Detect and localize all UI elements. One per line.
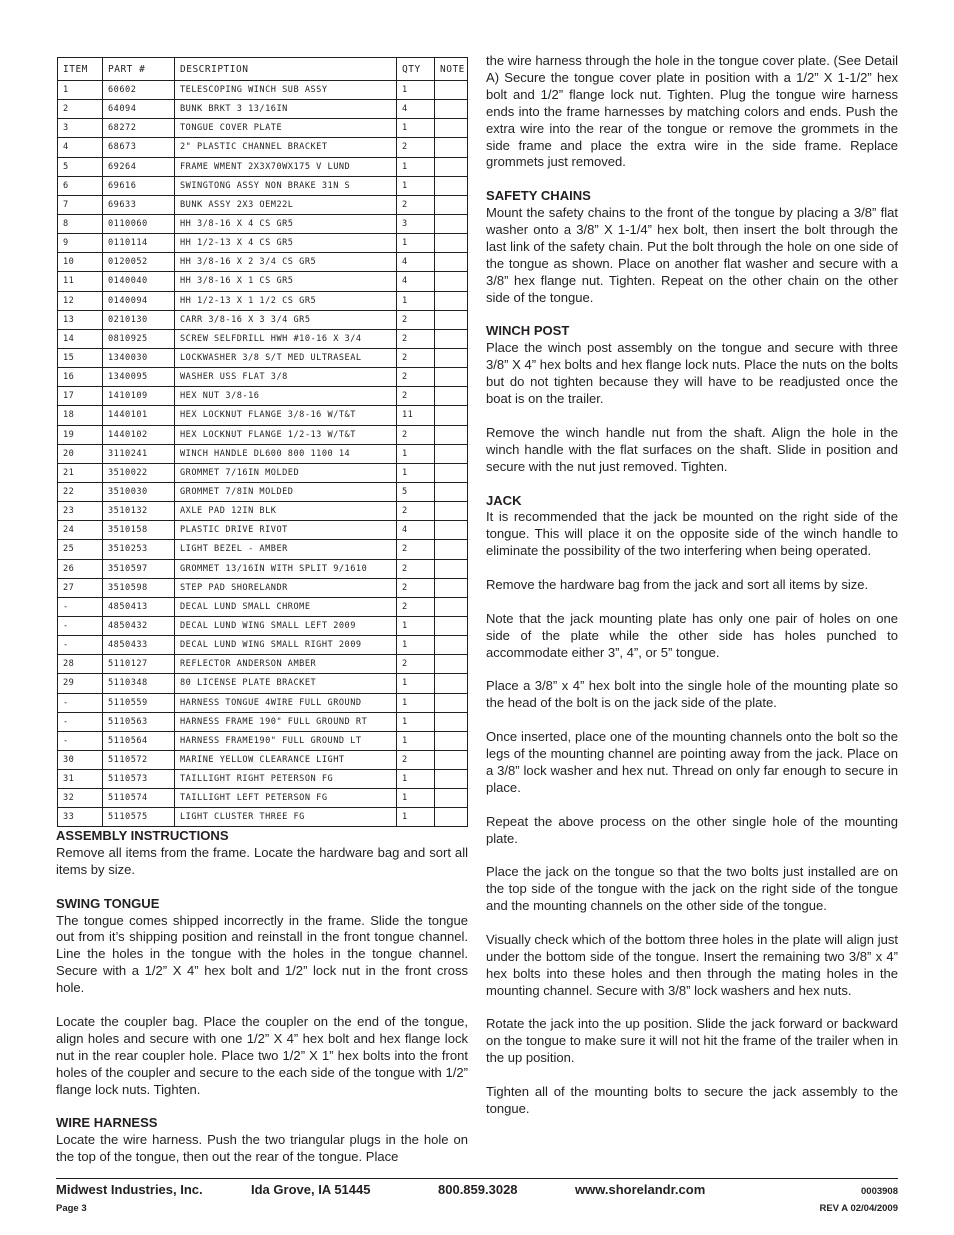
table-row xyxy=(58,329,468,348)
table-row xyxy=(58,138,468,157)
table-row xyxy=(58,387,468,406)
wire-harness-heading: WIRE HARNESS xyxy=(56,1115,158,1131)
cell-part-number: 4850413 xyxy=(103,597,175,616)
cell-note xyxy=(435,234,468,253)
cell-item: 11 xyxy=(58,272,103,291)
safety-chains-paragraph: Mount the safety chains to the front of the tongue by placing a 3/8” flat washer onto a 3/8” X 1-1/4” hex bolt, then insert the bolt through the last link of the safety chain. Put the bolt through the hole on one side of the tongue as shown. Place on another flat washer and secure with a 3/8” hex flange nut. Tighten. Repeat on the other chain on the other side of the tongue. xyxy=(486,205,898,305)
table-row xyxy=(58,770,468,789)
footer-phone: 800.859.3028 xyxy=(438,1182,518,1197)
cell-qty: 1 xyxy=(397,770,435,789)
table-row xyxy=(58,176,468,195)
cell-note xyxy=(435,636,468,655)
cell-description: HEX LOCKNUT FLANGE 1/2-13 W/T&T xyxy=(175,425,397,444)
jack-paragraph: Once inserted, place one of the mounting channels onto the bolt so the legs of the mounting channel are pointing away from the jack. Place on a 3/8” lock washer and hex nut. Thread on only far enough to secure in place. xyxy=(486,729,898,795)
cell-description: HH 3/8-16 X 1 CS GR5 xyxy=(175,272,397,291)
cell-part-number: 0140040 xyxy=(103,272,175,291)
cell-part-number: 5110574 xyxy=(103,789,175,808)
table-row xyxy=(58,750,468,769)
table-row xyxy=(58,808,468,827)
cell-part-number: 3510597 xyxy=(103,559,175,578)
cell-qty: 2 xyxy=(397,750,435,769)
right-column xyxy=(486,53,898,1118)
cell-description: BUNK BRKT 3 13/16IN xyxy=(175,100,397,119)
footer-revision: REV A 02/04/2009 xyxy=(819,1203,898,1214)
table-row xyxy=(58,406,468,425)
cell-item: 22 xyxy=(58,482,103,501)
cell-note xyxy=(435,578,468,597)
cell-qty: 1 xyxy=(397,731,435,750)
cell-note xyxy=(435,406,468,425)
cell-part-number: 60602 xyxy=(103,81,175,100)
cell-qty: 2 xyxy=(397,655,435,674)
cell-part-number: 5110563 xyxy=(103,712,175,731)
footer-page-number: Page 3 xyxy=(56,1203,87,1214)
cell-qty: 1 xyxy=(397,444,435,463)
cell-description: DECAL LUND SMALL CHROME xyxy=(175,597,397,616)
cell-description: DECAL LUND WING SMALL LEFT 2009 xyxy=(175,616,397,635)
cell-part-number: 5110575 xyxy=(103,808,175,827)
table-row xyxy=(58,272,468,291)
winch-post-paragraph-1: Place the winch post assembly on the tongue and secure with three 3/8” X 4” hex bolts and hex flange lock nuts. Place the nuts on the bolts but do not tighten because they will have to be readjusted once the boat is on the trailer. xyxy=(486,340,898,407)
cell-item: 7 xyxy=(58,195,103,214)
cell-description: HH 3/8-16 X 4 CS GR5 xyxy=(175,214,397,233)
footer-doc-number: 0003908 xyxy=(861,1186,898,1197)
left-column xyxy=(56,828,468,1166)
header-part-number: PART # xyxy=(103,58,175,81)
cell-part-number: 4850433 xyxy=(103,636,175,655)
cell-note xyxy=(435,808,468,827)
cell-note xyxy=(435,195,468,214)
cell-item: 21 xyxy=(58,463,103,482)
cell-qty: 11 xyxy=(397,406,435,425)
cell-description: GROMMET 7/16IN MOLDED xyxy=(175,463,397,482)
cell-note xyxy=(435,559,468,578)
cell-qty: 1 xyxy=(397,808,435,827)
cell-note xyxy=(435,348,468,367)
cell-part-number: 1440101 xyxy=(103,406,175,425)
cell-item: - xyxy=(58,597,103,616)
cell-description: LIGHT BEZEL - AMBER xyxy=(175,540,397,559)
cell-item: 20 xyxy=(58,444,103,463)
cell-note xyxy=(435,597,468,616)
cell-item: 5 xyxy=(58,157,103,176)
table-row xyxy=(58,521,468,540)
winch-post-heading: WINCH POST xyxy=(486,323,570,339)
assembly-paragraph: Remove all items from the frame. Locate the hardware bag and sort all items by size. xyxy=(56,844,468,877)
jack-heading: JACK xyxy=(486,492,522,508)
cell-note xyxy=(435,387,468,406)
cell-part-number: 5110564 xyxy=(103,731,175,750)
cell-description: BUNK ASSY 2X3 OEM22L xyxy=(175,195,397,214)
header-item: ITEM xyxy=(58,58,103,81)
cell-part-number: 0140094 xyxy=(103,291,175,310)
table-row xyxy=(58,616,468,635)
table-row xyxy=(58,195,468,214)
cell-item: 4 xyxy=(58,138,103,157)
cell-description: TELESCOPING WINCH SUB ASSY xyxy=(175,81,397,100)
cell-note xyxy=(435,425,468,444)
cell-note xyxy=(435,463,468,482)
table-row xyxy=(58,253,468,272)
cell-qty: 1 xyxy=(397,119,435,138)
table-header-row xyxy=(58,58,468,81)
cell-item: 9 xyxy=(58,234,103,253)
table-row xyxy=(58,310,468,329)
header-note: NOTE xyxy=(435,58,468,81)
cell-item: 27 xyxy=(58,578,103,597)
cell-description: LIGHT CLUSTER THREE FG xyxy=(175,808,397,827)
cell-qty: 2 xyxy=(397,348,435,367)
cell-part-number: 68673 xyxy=(103,138,175,157)
table-row xyxy=(58,655,468,674)
cell-item: 10 xyxy=(58,253,103,272)
cell-item: 29 xyxy=(58,674,103,693)
cell-qty: 2 xyxy=(397,310,435,329)
cell-description: HH 3/8-16 X 2 3/4 CS GR5 xyxy=(175,253,397,272)
cell-qty: 4 xyxy=(397,521,435,540)
cell-part-number: 0120052 xyxy=(103,253,175,272)
header-description: DESCRIPTION xyxy=(175,58,397,81)
cell-item: - xyxy=(58,616,103,635)
cell-item: - xyxy=(58,731,103,750)
cell-part-number: 3510158 xyxy=(103,521,175,540)
footer-city: Ida Grove, IA 51445 xyxy=(251,1182,371,1197)
cell-qty: 1 xyxy=(397,234,435,253)
cell-part-number: 3510132 xyxy=(103,502,175,521)
cell-description: HARNESS FRAME190" FULL GROUND LT xyxy=(175,731,397,750)
cell-part-number: 68272 xyxy=(103,119,175,138)
cell-qty: 2 xyxy=(397,425,435,444)
table-row xyxy=(58,540,468,559)
cell-part-number: 3110241 xyxy=(103,444,175,463)
cell-description: GROMMET 7/8IN MOLDED xyxy=(175,482,397,501)
cell-qty: 2 xyxy=(397,559,435,578)
cell-description: 2" PLASTIC CHANNEL BRACKET xyxy=(175,138,397,157)
cell-note xyxy=(435,674,468,693)
cell-item: 23 xyxy=(58,502,103,521)
cell-description: CARR 3/8-16 X 3 3/4 GR5 xyxy=(175,310,397,329)
cell-part-number: 0110114 xyxy=(103,234,175,253)
cell-part-number: 1340030 xyxy=(103,348,175,367)
cell-part-number: 3510253 xyxy=(103,540,175,559)
cell-qty: 2 xyxy=(397,195,435,214)
table-row xyxy=(58,119,468,138)
table-row xyxy=(58,578,468,597)
cell-note xyxy=(435,272,468,291)
cell-note xyxy=(435,368,468,387)
cell-note xyxy=(435,176,468,195)
cell-item: 6 xyxy=(58,176,103,195)
cell-qty: 1 xyxy=(397,291,435,310)
table-row xyxy=(58,463,468,482)
cell-part-number: 5110348 xyxy=(103,674,175,693)
cell-description: SWINGTONG ASSY NON BRAKE 31N S xyxy=(175,176,397,195)
assembly-heading: ASSEMBLY INSTRUCTIONS xyxy=(56,828,229,843)
jack-paragraph: Tighten all of the mounting bolts to secure the jack assembly to the tongue. xyxy=(486,1084,898,1116)
swing-tongue-paragraph-1: The tongue comes shipped incorrectly in the frame. Slide the tongue out from it’s shipping position and reinstall in the front tongue channel. Line the holes in the tongue with the holes in the tongue channel. Secure with a 1/2” X 4” hex bolt and 1/2” lock nut in the front cross hole. xyxy=(56,912,468,996)
cell-qty: 1 xyxy=(397,157,435,176)
cell-item: 19 xyxy=(58,425,103,444)
table-row xyxy=(58,482,468,501)
cell-part-number: 69616 xyxy=(103,176,175,195)
cell-qty: 1 xyxy=(397,693,435,712)
cell-item: 25 xyxy=(58,540,103,559)
parts-table xyxy=(57,57,468,827)
cell-qty: 3 xyxy=(397,214,435,233)
footer-divider xyxy=(56,1178,898,1179)
cell-qty: 1 xyxy=(397,712,435,731)
cell-part-number: 5110573 xyxy=(103,770,175,789)
cell-description: LOCKWASHER 3/8 S/T MED ULTRASEAL xyxy=(175,348,397,367)
cell-note xyxy=(435,770,468,789)
cell-qty: 1 xyxy=(397,463,435,482)
table-row xyxy=(58,731,468,750)
table-row xyxy=(58,214,468,233)
cell-qty: 4 xyxy=(397,253,435,272)
header-qty: QTY xyxy=(397,58,435,81)
cell-part-number: 3510022 xyxy=(103,463,175,482)
swing-tongue-heading: SWING TONGUE xyxy=(56,895,160,911)
cell-qty: 2 xyxy=(397,540,435,559)
cell-description: HH 1/2-13 X 4 CS GR5 xyxy=(175,234,397,253)
cell-description: HH 1/2-13 X 1 1/2 CS GR5 xyxy=(175,291,397,310)
cell-description: HARNESS TONGUE 4WIRE FULL GROUND xyxy=(175,693,397,712)
table-row xyxy=(58,789,468,808)
cell-part-number: 1440102 xyxy=(103,425,175,444)
cell-description: REFLECTOR ANDERSON AMBER xyxy=(175,655,397,674)
table-row xyxy=(58,502,468,521)
cell-note xyxy=(435,731,468,750)
cell-item: - xyxy=(58,712,103,731)
cell-part-number: 0810925 xyxy=(103,329,175,348)
cell-item: - xyxy=(58,636,103,655)
table-row xyxy=(58,368,468,387)
cell-note xyxy=(435,119,468,138)
cell-item: 32 xyxy=(58,789,103,808)
jack-paragraph: Rotate the jack into the up position. Slide the jack forward or backward on the tongue to make sure it will not hit the frame of the trailer when in the up position. xyxy=(486,1016,898,1066)
cell-note xyxy=(435,750,468,769)
cell-item: 31 xyxy=(58,770,103,789)
cell-description: GROMMET 13/16IN WITH SPLIT 9/1610 xyxy=(175,559,397,578)
cell-qty: 2 xyxy=(397,329,435,348)
cell-item: 26 xyxy=(58,559,103,578)
table-row xyxy=(58,693,468,712)
cell-item: - xyxy=(58,693,103,712)
cell-item: 2 xyxy=(58,100,103,119)
table-row xyxy=(58,100,468,119)
cell-note xyxy=(435,502,468,521)
cell-item: 1 xyxy=(58,81,103,100)
jack-paragraph: Repeat the above process on the other single hole of the mounting plate. xyxy=(486,813,898,846)
cell-qty: 2 xyxy=(397,597,435,616)
cell-item: 14 xyxy=(58,329,103,348)
cell-note xyxy=(435,253,468,272)
jack-paragraph: Remove the hardware bag from the jack and sort all items by size. xyxy=(486,577,869,593)
cell-item: 30 xyxy=(58,750,103,769)
table-row xyxy=(58,712,468,731)
cell-part-number: 3510598 xyxy=(103,578,175,597)
cell-note xyxy=(435,81,468,100)
cell-description: TAILLIGHT RIGHT PETERSON FG xyxy=(175,770,397,789)
jack-paragraph: Note that the jack mounting plate has only one pair of holes on one side of the plate while the other side has holes punched to accommodate either 3”, 4”, or 5” tongue. xyxy=(486,610,898,660)
cell-description: 80 LICENSE PLATE BRACKET xyxy=(175,674,397,693)
cell-note xyxy=(435,157,468,176)
cell-description: HEX LOCKNUT FLANGE 3/8-16 W/T&T xyxy=(175,406,397,425)
cell-item: 3 xyxy=(58,119,103,138)
cell-part-number: 0110060 xyxy=(103,214,175,233)
wire-harness-continued: the wire harness through the hole in the tongue cover plate. (See Detail A) Secure the tongue cover plate in position with a 1/2” X 1-1/2” hex bolt and 1/2” flange lock nut. Tighten. Plug the tongue wire harness ends into the frame harnesses by matching colors and ends. Push the extra wire into the rear of the tongue or remove the grommets in the side frame and place the extra wire in the side frame. Replace grommets just removed. xyxy=(486,53,898,170)
cell-item: 13 xyxy=(58,310,103,329)
cell-note xyxy=(435,329,468,348)
cell-part-number: 0210130 xyxy=(103,310,175,329)
parts-table-body xyxy=(58,81,468,827)
cell-item: 12 xyxy=(58,291,103,310)
cell-note xyxy=(435,310,468,329)
cell-qty: 4 xyxy=(397,100,435,119)
table-row xyxy=(58,291,468,310)
cell-note xyxy=(435,693,468,712)
cell-note xyxy=(435,655,468,674)
jack-paragraph: Place the jack on the tongue so that the two bolts just installed are on the top side of the tongue with the jack on the right side of the tongue and the mounting channels on the other side of the tongue. xyxy=(486,864,898,914)
wire-harness-paragraph: Locate the wire harness. Push the two triangular plugs in the hole on the top of the tongue, then out the rear of the tongue. Place xyxy=(56,1132,468,1165)
cell-part-number: 5110559 xyxy=(103,693,175,712)
jack-paragraph: It is recommended that the jack be mounted on the right side of the tongue. This will place it on the opposite side of the winch handle to eliminate the possibility of the two interfering when being operated. xyxy=(486,509,898,559)
cell-description: TONGUE COVER PLATE xyxy=(175,119,397,138)
cell-note xyxy=(435,444,468,463)
table-row xyxy=(58,81,468,100)
table-row xyxy=(58,559,468,578)
jack-paragraph: Visually check which of the bottom three holes in the plate will align just under the bottom side of the tongue. Insert the remaining two 3/8” x 4” hex bolts into these holes and then through the mating holes in the mounting channel. Secure with 3/8” lock washers and hex nuts. xyxy=(486,931,898,998)
cell-qty: 5 xyxy=(397,482,435,501)
cell-description: TAILLIGHT LEFT PETERSON FG xyxy=(175,789,397,808)
winch-post-paragraph-2: Remove the winch handle nut from the shaft. Align the hole in the winch handle with the flat surfaces on the shaft. Slide in position and secure with the nut just removed. Tighten. xyxy=(486,424,898,474)
cell-note xyxy=(435,291,468,310)
cell-qty: 1 xyxy=(397,636,435,655)
table-row xyxy=(58,234,468,253)
cell-part-number: 69264 xyxy=(103,157,175,176)
cell-item: 17 xyxy=(58,387,103,406)
table-row xyxy=(58,674,468,693)
cell-item: 28 xyxy=(58,655,103,674)
cell-item: 16 xyxy=(58,368,103,387)
jack-paragraph: Place a 3/8” x 4” hex bolt into the single hole of the mounting plate so the head of the bolt is on the jack side of the plate. xyxy=(486,678,898,711)
cell-description: STEP PAD SHORELANDR xyxy=(175,578,397,597)
cell-qty: 1 xyxy=(397,616,435,635)
table-row xyxy=(58,636,468,655)
cell-description: AXLE PAD 12IN BLK xyxy=(175,502,397,521)
cell-qty: 1 xyxy=(397,674,435,693)
cell-qty: 2 xyxy=(397,138,435,157)
cell-note xyxy=(435,521,468,540)
table-row xyxy=(58,157,468,176)
cell-qty: 1 xyxy=(397,176,435,195)
cell-note xyxy=(435,482,468,501)
cell-description: HARNESS FRAME 190" FULL GROUND RT xyxy=(175,712,397,731)
cell-part-number: 1410109 xyxy=(103,387,175,406)
cell-note xyxy=(435,616,468,635)
footer-website: www.shorelandr.com xyxy=(575,1182,706,1197)
safety-chains-heading: SAFETY CHAINS xyxy=(486,188,591,204)
cell-note xyxy=(435,789,468,808)
swing-tongue-paragraph-2: Locate the coupler bag. Place the coupler on the end of the tongue, align holes and secure with one 1/2” X 4” hex bolt and hex flange lock nut in the rear coupler hole. Place two 1/2” X 1” hex bolts into the front holes of the coupler and secure to the each side of the tongue with 1/2” flange lock nuts. Tighten. xyxy=(56,1013,468,1097)
cell-description: DECAL LUND WING SMALL RIGHT 2009 xyxy=(175,636,397,655)
cell-part-number: 3510030 xyxy=(103,482,175,501)
table-row xyxy=(58,348,468,367)
cell-note xyxy=(435,214,468,233)
table-row xyxy=(58,597,468,616)
cell-note xyxy=(435,100,468,119)
cell-item: 18 xyxy=(58,406,103,425)
cell-description: FRAME WMENT 2X3X70WX175 V LUND xyxy=(175,157,397,176)
cell-item: 24 xyxy=(58,521,103,540)
cell-qty: 2 xyxy=(397,368,435,387)
cell-item: 8 xyxy=(58,214,103,233)
cell-qty: 1 xyxy=(397,789,435,808)
cell-note xyxy=(435,540,468,559)
cell-note xyxy=(435,712,468,731)
cell-part-number: 5110127 xyxy=(103,655,175,674)
cell-description: HEX NUT 3/8-16 xyxy=(175,387,397,406)
cell-description: SCREW SELFDRILL HWH #10-16 X 3/4 xyxy=(175,329,397,348)
cell-item: 15 xyxy=(58,348,103,367)
cell-description: PLASTIC DRIVE RIVOT xyxy=(175,521,397,540)
cell-part-number: 1340095 xyxy=(103,368,175,387)
cell-qty: 4 xyxy=(397,272,435,291)
cell-description: WASHER USS FLAT 3/8 xyxy=(175,368,397,387)
cell-qty: 2 xyxy=(397,502,435,521)
cell-part-number: 69633 xyxy=(103,195,175,214)
cell-note xyxy=(435,138,468,157)
table-row xyxy=(58,425,468,444)
cell-item: 33 xyxy=(58,808,103,827)
footer-company: Midwest Industries, Inc. xyxy=(56,1182,203,1197)
cell-part-number: 64094 xyxy=(103,100,175,119)
cell-qty: 1 xyxy=(397,81,435,100)
cell-qty: 2 xyxy=(397,387,435,406)
cell-part-number: 4850432 xyxy=(103,616,175,635)
table-row xyxy=(58,444,468,463)
cell-part-number: 5110572 xyxy=(103,750,175,769)
cell-description: MARINE YELLOW CLEARANCE LIGHT xyxy=(175,750,397,769)
cell-qty: 2 xyxy=(397,578,435,597)
cell-description: WINCH HANDLE DL600 800 1100 14 xyxy=(175,444,397,463)
